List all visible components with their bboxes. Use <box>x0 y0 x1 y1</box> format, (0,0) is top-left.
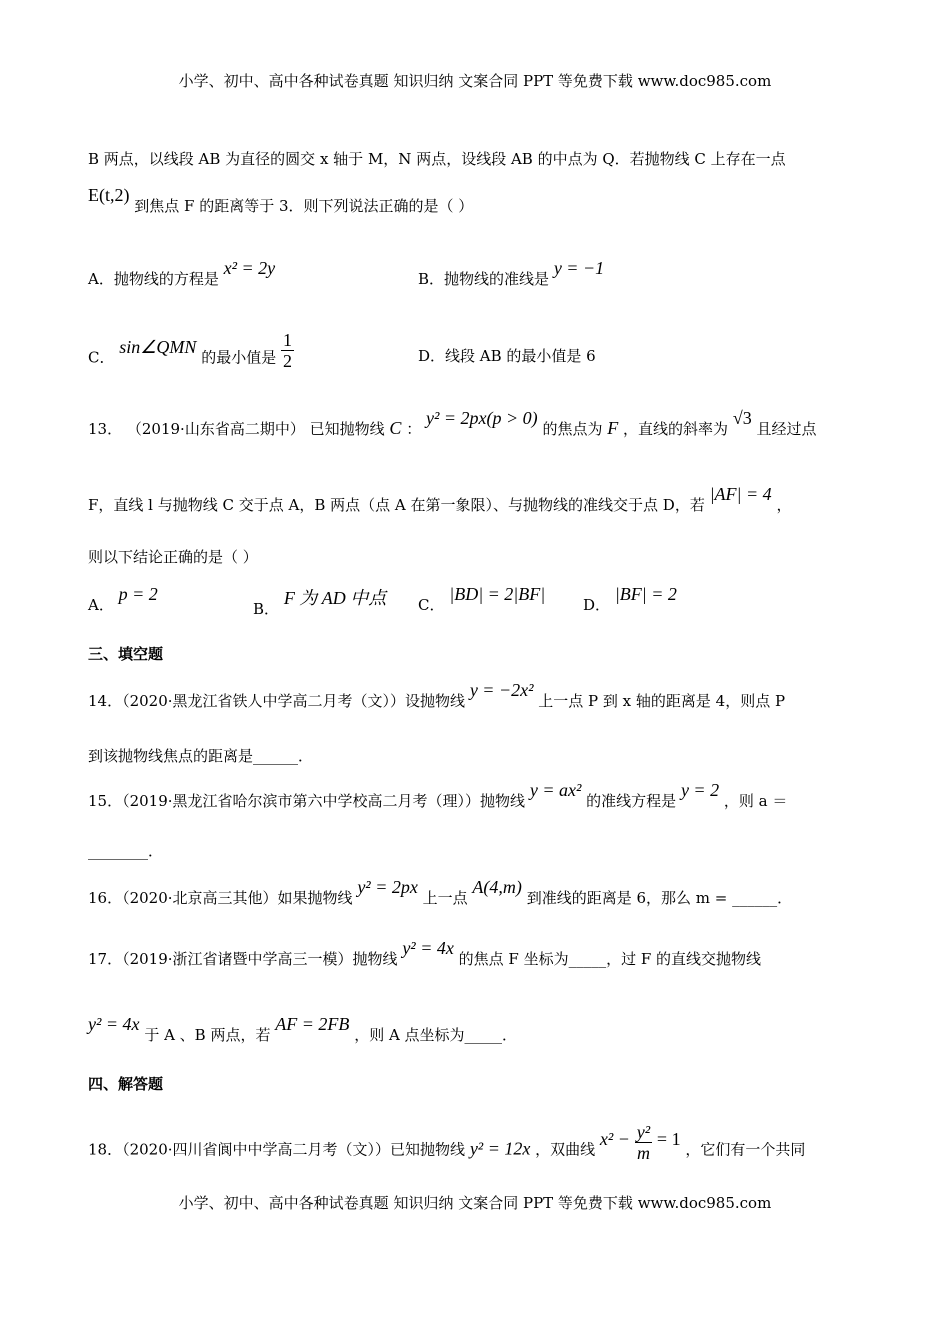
fraction-one-half: $\frac{1}{2}$ <box>283 330 292 371</box>
q12-option-b-math: y = −1 <box>553 258 605 278</box>
q13-option-b: B． F 为 AD 中点 <box>253 588 387 618</box>
q13-option-a: A． p = 2 <box>88 584 158 614</box>
q12-option-b: B．抛物线的准线是 y = −1 <box>418 258 605 288</box>
q12-line2 <box>88 185 474 216</box>
q17-line2: y² = 4x 于 A 、B 两点，若 AF = 2FB ，则 A 点坐标为_____． <box>88 1014 518 1044</box>
q13-line3: 则以下结论正确的是（ ） <box>88 548 258 566</box>
sqrt-three: √3 <box>732 408 752 428</box>
section-answer-heading: 四、解答题 <box>88 1075 164 1093</box>
q14-line1: 14．（2020·黑龙江省铁人中学高二月考（文））设抛物线 y = −2x² 上一点 P 到 x 轴的距离是 4，则点 P <box>88 680 786 710</box>
q14-line2: 到该抛物线焦点的距离是______． <box>88 747 314 765</box>
q18-line1: 18．（2020·四川省阆中中学高二月考（文））已知抛物线 y² = 12x ，双曲线 x² − $\frac{\text{y²}}{m}$ = 1 ，它们有一个共同 <box>88 1122 806 1163</box>
q12-line2-text: 到焦点 F 的距离等于 3．则下列说法正确的是（ ） <box>134 197 474 215</box>
section-fill-in-blank-heading: 三、填空题 <box>88 645 164 663</box>
q13-parabola-eq: y² = 2px(p > 0) <box>426 408 538 428</box>
q13-line2: F，直线 l 与抛物线 C 交于点 A，B 两点（点 A 在第一象限）、与抛物线的准线交于点 D，若 |AF| = 4 ， <box>88 484 792 514</box>
page-footer: 小学、初中、高中各种试卷真题 知识归纳 文案合同 PPT 等免费下载 www.doc985.com <box>178 1194 772 1212</box>
q12-line1: B 两点，以线段 AB 为直径的圆交 x 轴于 M，N 两点，设线段 AB 的中点为 Q．若抛物线 C 上存在一点 <box>88 150 786 168</box>
q15-line1: 15．（2019·黑龙江省哈尔滨市第六中学校高二月考（理））抛物线 y = ax² 的准线方程是 y = 2 ，则 a ＝ <box>88 780 788 810</box>
q12-point-e: E(t,2) <box>88 185 130 205</box>
q12-option-a-math: x² = 2y <box>223 258 276 278</box>
q13-option-d: D． |BF| = 2 <box>583 584 677 614</box>
q17-line1: 17．（2019·浙江省诸暨中学高三一模）抛物线 y² = 4x 的焦点 F 坐标为_____，过 F 的直线交抛物线 <box>88 938 762 968</box>
q12-option-a: A．抛物线的方程是 x² = 2y <box>88 258 276 288</box>
q12-option-c: C． sin∠QMN 的最小值是 $\frac{1}{2}$ <box>88 330 292 371</box>
q15-line2: ________． <box>88 842 164 860</box>
q13-af-eq: |AF| = 4 <box>709 484 772 504</box>
q13-line1: 13． （2019·山东省高二期中） 已知抛物线 C ： y² = 2px(p > 0) 的焦点为 F ，直线的斜率为 √3 且经过点 <box>88 408 817 438</box>
q12-option-d: D．线段 AB 的最小值是 6 <box>418 347 596 365</box>
page-header: 小学、初中、高中各种试卷真题 知识归纳 文案合同 PPT 等免费下载 www.doc985.com <box>178 72 772 90</box>
q12-option-c-math: sin∠QMN <box>119 336 197 357</box>
q16-line1: 16．（2020·北京高三其他）如果抛物线 y² = 2px 上一点 A(4,m) 到准线的距离是 6，那么 m = ______． <box>88 877 793 907</box>
hyperbola-fraction: $\frac{\text{y²}}{m}$ <box>636 1122 651 1163</box>
q13-option-c: C． |BD| = 2|BF| <box>418 584 546 614</box>
